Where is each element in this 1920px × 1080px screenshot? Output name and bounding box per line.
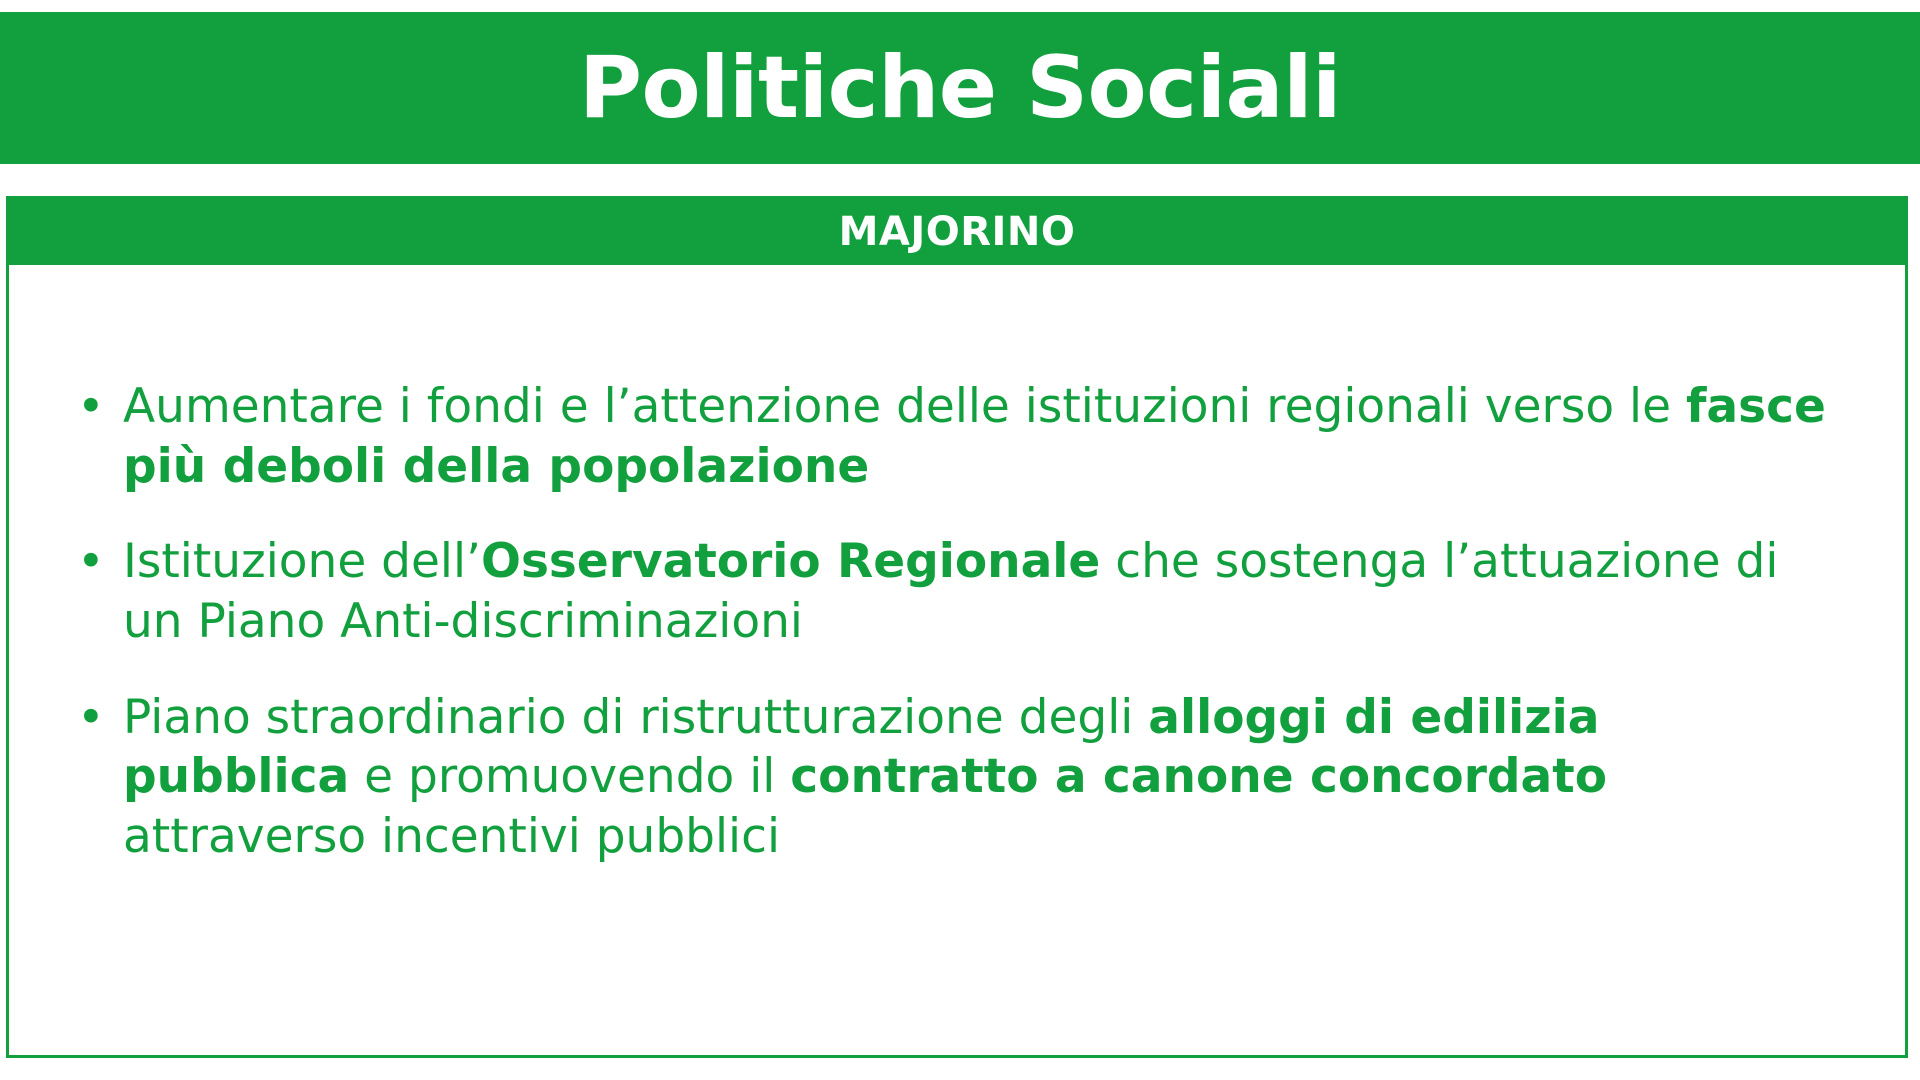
bullet-marker-icon: • — [77, 534, 105, 590]
list-item-emphasis: fasce più deboli della popolazione — [123, 379, 1826, 494]
list-item-text: e promuovendo il — [349, 749, 791, 805]
card-header — [9, 199, 1905, 265]
list-item-text: attraverso incentivi pubblici — [123, 809, 781, 865]
content-card — [6, 196, 1908, 1058]
card-subtitle: MAJORINO — [838, 209, 1076, 255]
list-item — [65, 532, 1833, 651]
list-item-emphasis: contratto a canone concordato — [790, 749, 1608, 805]
list-item-emphasis: alloggi di edilizia pubblica — [123, 689, 1600, 805]
list-item — [65, 688, 1833, 867]
list-item-text: Aumentare i fondi e l’attenzione delle istituzioni regionali verso le — [123, 379, 1686, 434]
list-item — [65, 377, 1833, 496]
list-item-text: Piano straordinario di ristrutturazione degli — [123, 689, 1149, 745]
list-item-text: che sostenga l’attuazione di un Piano Anti-discriminazioni — [123, 534, 1779, 650]
bullet-marker-icon: • — [77, 379, 105, 434]
card-body — [9, 265, 1905, 867]
list-item-text: Istituzione dell’ — [123, 534, 481, 590]
list-item-emphasis: Osservatorio Regionale — [481, 534, 1101, 590]
bullet-marker-icon: • — [77, 689, 105, 745]
page-title: Politiche Sociali — [578, 38, 1342, 138]
bullet-list — [65, 377, 1833, 867]
title-banner — [0, 12, 1920, 164]
